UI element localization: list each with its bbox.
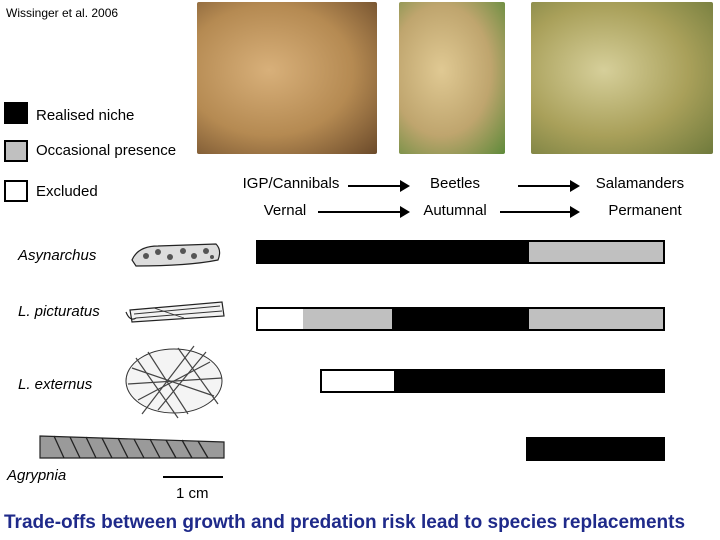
stage-autumnal: Autumnal (423, 202, 487, 219)
stage-vernal: Vernal (263, 202, 307, 219)
niche-segment-black (394, 371, 663, 391)
niche-segment-grey (303, 309, 392, 329)
l-picturatus-case-illustration (124, 296, 228, 330)
slide-caption: Trade-offs between growth and predation risk lead to species replacements (4, 512, 686, 533)
l-externus-case-illustration (118, 338, 230, 424)
niche-segment-grey (529, 242, 663, 262)
species-label-asynarchus: Asynarchus (18, 247, 97, 264)
arrow-right-icon (500, 211, 578, 213)
legend-swatch-excluded (4, 180, 28, 202)
caddisfly-larva-photo (197, 2, 377, 154)
citation: Wissinger et al. 2006 (6, 6, 119, 20)
legend-label-excluded: Excluded (36, 183, 98, 200)
legend-label-occasional: Occasional presence (36, 142, 177, 159)
stage-igp-cannibals: IGP/Cannibals (242, 175, 340, 192)
niche-bar-asynarchus (256, 240, 665, 264)
agrypnia-case-illustration (34, 428, 230, 464)
stage-beetles: Beetles (429, 175, 481, 192)
legend-swatch-realised (4, 102, 28, 124)
scale-label: 1 cm (176, 485, 209, 502)
niche-segment-white (258, 309, 303, 329)
species-label-agrypnia: Agrypnia (7, 467, 67, 484)
niche-segment-white (322, 371, 394, 391)
niche-bar-agrypnia (526, 437, 665, 461)
stage-salamanders: Salamanders (595, 175, 685, 192)
legend-label-realised: Realised niche (36, 107, 135, 124)
species-label-l-externus: L. externus (18, 376, 93, 393)
niche-segment-black (258, 242, 529, 262)
niche-segment-black (392, 309, 530, 329)
scale-bar (163, 476, 223, 478)
asynarchus-case-illustration (128, 236, 224, 272)
species-label-l-picturatus: L. picturatus (18, 303, 100, 320)
beetle-larva-photo (399, 2, 505, 154)
legend-swatch-occasional (4, 140, 28, 162)
niche-segment-black (528, 439, 663, 459)
niche-bar-l-externus (320, 369, 665, 393)
niche-bar-l-picturatus (256, 307, 665, 331)
stage-permanent: Permanent (608, 202, 682, 219)
salamander-photo (531, 2, 713, 154)
niche-segment-grey (529, 309, 663, 329)
arrow-right-icon (518, 185, 578, 187)
